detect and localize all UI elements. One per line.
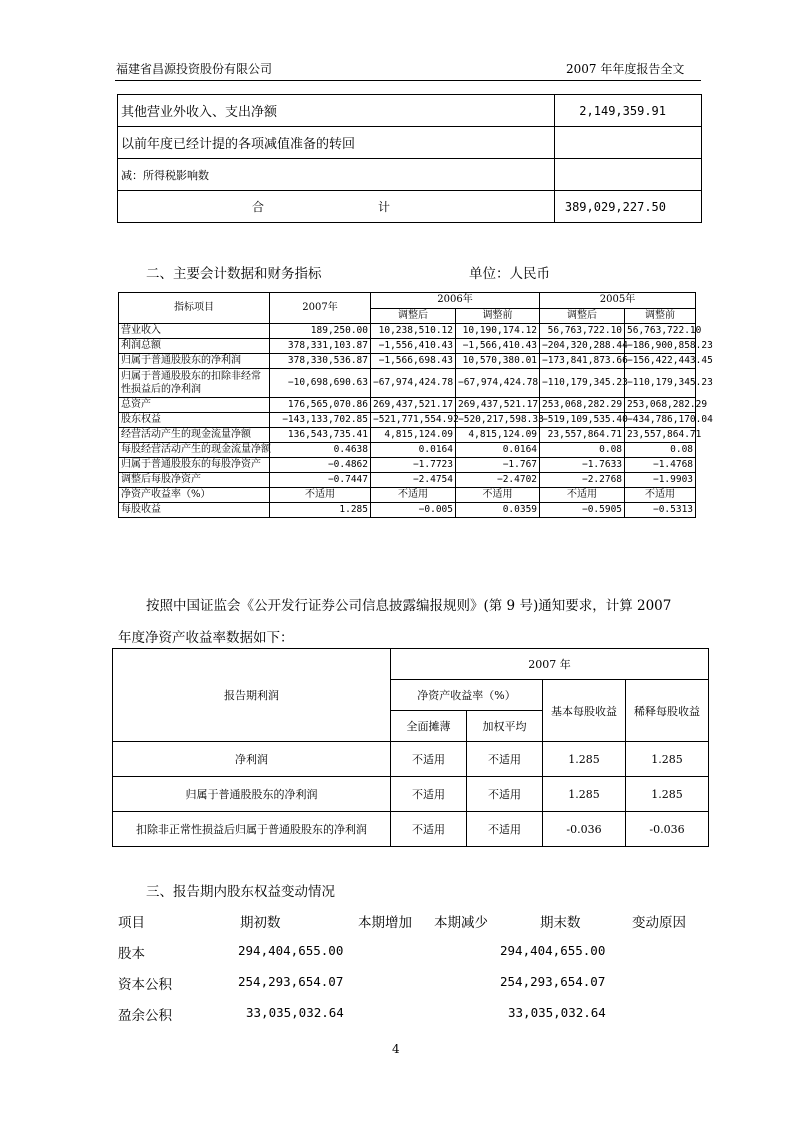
equity-item: 股本 [118,946,145,962]
indicator-value: −2.4754 [371,473,456,488]
equity-end: 294,404,655.00 [500,943,606,958]
header-2005-after: 调整后 [540,308,625,324]
indicator-label: 经营活动产生的现金流量净额 [119,428,270,443]
indicator-value: 不适用 [371,488,456,503]
table-row [119,339,696,354]
paragraph-line1: 按照中国证监会《公开发行证券公司信息披露编报规则》(第 9 号)通知要求，计算 2007 [146,598,672,614]
header-2005: 2005年 [540,293,696,309]
total-label: 合 计 [118,191,555,223]
header-weighted: 加权平均 [467,711,543,742]
roe-value: -0.036 [543,812,626,847]
indicator-label: 总资产 [119,398,270,413]
indicator-value: −1,556,410.43 [371,339,456,354]
indicator-value: 0.08 [540,443,625,458]
row-value: 2,149,359.91 [555,95,702,127]
indicator-label: 每股收益 [119,503,270,518]
indicator-value: −1.9903 [625,473,696,488]
indicator-value: 4,815,124.09 [456,428,540,443]
indicator-value: −1.7633 [540,458,625,473]
header-year: 2007 年 [391,649,709,680]
indicator-value: 不适用 [540,488,625,503]
indicator-value: 0.4638 [270,443,371,458]
row-label: 减：所得税影响数 [118,159,555,191]
unit-label: 单位：人民币 [469,266,550,282]
col-increase: 本期增加 [358,915,412,931]
table-row [119,488,696,503]
indicator-value: 不适用 [625,488,696,503]
profit-label: 净利润 [113,742,391,777]
col-item: 项目 [118,915,145,931]
indicator-label: 营业收入 [119,324,270,339]
section3-title: 三、报告期内股东权益变动情况 [146,884,335,900]
indicator-value: −0.5905 [540,503,625,518]
roe-value: 不适用 [391,742,467,777]
equity-item: 盈余公积 [118,1008,172,1024]
roe-value: 不适用 [391,777,467,812]
table-row [119,398,696,413]
indicator-value: −10,698,690.63 [270,369,371,398]
row-value [555,159,702,191]
header-basic-eps: 基本每股收益 [543,680,626,742]
section-title: 二、主要会计数据和财务指标 [146,266,322,282]
table-row [119,428,696,443]
indicator-value: 1.285 [270,503,371,518]
indicator-value: 10,190,174.12 [456,324,540,339]
table-row [119,324,696,339]
profit-label: 扣除非正常性损益后归属于普通股股东的净利润 [113,812,391,847]
table-row [119,458,696,473]
indicator-value: 不适用 [270,488,371,503]
equity-end: 33,035,032.64 [508,1005,606,1020]
paragraph-line2: 年度净资产收益率数据如下： [118,630,294,646]
header-2006-after: 调整后 [371,308,456,324]
indicator-value: −67,974,424.78 [371,369,456,398]
table-row [119,354,696,369]
indicator-value: 269,437,521.17 [456,398,540,413]
indicator-value: 189,250.00 [270,324,371,339]
header-company: 福建省昌源投资股份有限公司 [116,62,273,76]
indicator-value: −1,566,698.43 [371,354,456,369]
roe-value: 不适用 [391,812,467,847]
indicator-value: −1.4768 [625,458,696,473]
indicator-value: −521,771,554.92 [371,413,456,428]
indicator-value: 0.08 [625,443,696,458]
total-value: 389,029,227.50 [555,191,702,223]
indicator-value: −1.7723 [371,458,456,473]
indicator-value: −0.7447 [270,473,371,488]
table-row [119,413,696,428]
indicator-value: −143,133,702.85 [270,413,371,428]
row-label: 其他营业外收入、支出净额 [118,95,555,127]
indicator-value: 136,543,735.41 [270,428,371,443]
indicator-value: 10,570,380.01 [456,354,540,369]
roe-value: 1.285 [626,777,709,812]
header-2006: 2006年 [371,293,540,309]
col-end: 期末数 [540,915,581,931]
indicator-value: 176,565,070.86 [270,398,371,413]
indicator-value: 56,763,722.10 [625,324,696,339]
indicator-value: −2.2768 [540,473,625,488]
indicator-value: −519,109,535.40 [540,413,625,428]
roe-value: -0.036 [626,812,709,847]
table-row [119,369,696,398]
indicator-value: 不适用 [456,488,540,503]
indicator-label: 利润总额 [119,339,270,354]
indicator-value: −1,566,410.43 [456,339,540,354]
equity-begin: 294,404,655.00 [238,943,344,958]
indicator-value: 23,557,864.71 [540,428,625,443]
indicator-value: −1.767 [456,458,540,473]
roe-table [112,648,709,847]
header-2006-before: 调整前 [456,308,540,324]
indicator-value: 378,330,536.87 [270,354,371,369]
indicator-value: 269,437,521.17 [371,398,456,413]
indicator-value: −110,179,345.23 [540,369,625,398]
indicator-label: 归属于普通股股东的净利润 [119,354,270,369]
indicator-value: −0.5313 [625,503,696,518]
equity-item: 资本公积 [118,977,172,993]
profit-label: 归属于普通股股东的净利润 [113,777,391,812]
indicator-label: 股东权益 [119,413,270,428]
equity-begin: 254,293,654.07 [238,974,344,989]
table-row [113,812,709,847]
roe-value: 不适用 [467,812,543,847]
indicator-label: 每股经营活动产生的现金流量净额 [119,443,270,458]
col-reason: 变动原因 [632,915,686,931]
indicator-value: −520,217,598.33 [456,413,540,428]
indicator-value: 10,238,510.12 [371,324,456,339]
table-row [119,503,696,518]
page-number: 4 [392,1042,400,1056]
indicator-value: 23,557,864.71 [625,428,696,443]
table-row [119,443,696,458]
table-row [113,777,709,812]
indicator-value: 0.0359 [456,503,540,518]
roe-value: 1.285 [543,777,626,812]
indicator-value: −173,841,873.66 [540,354,625,369]
indicator-label: 净资产收益率（%） [119,488,270,503]
indicator-value: −2.4702 [456,473,540,488]
roe-value: 不适用 [467,777,543,812]
indicator-value: 56,763,722.10 [540,324,625,339]
table-row [119,473,696,488]
equity-begin: 33,035,032.64 [246,1005,344,1020]
indicator-value: 253,068,282.29 [625,398,696,413]
table-row [118,95,702,127]
roe-value: 1.285 [626,742,709,777]
header-2007: 2007年 [270,293,371,324]
header-doc-title: 2007 年年度报告全文 [566,62,685,76]
table-row [118,191,702,223]
indicator-value: −0.4862 [270,458,371,473]
indicator-label: 归属于普通股股东的扣除非经常性损益后的净利润 [119,369,270,398]
indicator-value: −204,320,288.44 [540,339,625,354]
header-2005-before: 调整前 [625,308,696,324]
header-divider [115,80,701,81]
row-label: 以前年度已经计提的各项减值准备的转回 [118,127,555,159]
header-profit: 报告期利润 [113,649,391,742]
indicator-label: 归属于普通股股东的每股净资产 [119,458,270,473]
table-row [118,159,702,191]
roe-value: 1.285 [543,742,626,777]
roe-value: 不适用 [467,742,543,777]
indicator-label: 调整后每股净资产 [119,473,270,488]
indicator-value: −110,179,345.23 [625,369,696,398]
indicator-value: −434,786,170.04 [625,413,696,428]
row-value [555,127,702,159]
equity-end: 254,293,654.07 [500,974,606,989]
header-item: 指标项目 [119,293,270,324]
col-begin: 期初数 [240,915,281,931]
indicator-value: 0.0164 [371,443,456,458]
table-row [113,742,709,777]
indicator-value: −67,974,424.78 [456,369,540,398]
non-recurring-items-table [117,94,702,223]
indicator-value: −186,900,858.23 [625,339,696,354]
header-diluted-eps: 稀释每股收益 [626,680,709,742]
indicator-value: 4,815,124.09 [371,428,456,443]
indicator-value: −0.005 [371,503,456,518]
indicator-value: 253,068,282.29 [540,398,625,413]
header-fully-diluted: 全面摊薄 [391,711,467,742]
header-roe: 净资产收益率（%） [391,680,543,711]
indicator-value: 378,331,103.87 [270,339,371,354]
financial-indicators-table [118,292,713,518]
indicator-value: 0.0164 [456,443,540,458]
table-row [118,127,702,159]
indicator-value: −156,422,443.45 [625,354,696,369]
col-decrease: 本期减少 [434,915,488,931]
